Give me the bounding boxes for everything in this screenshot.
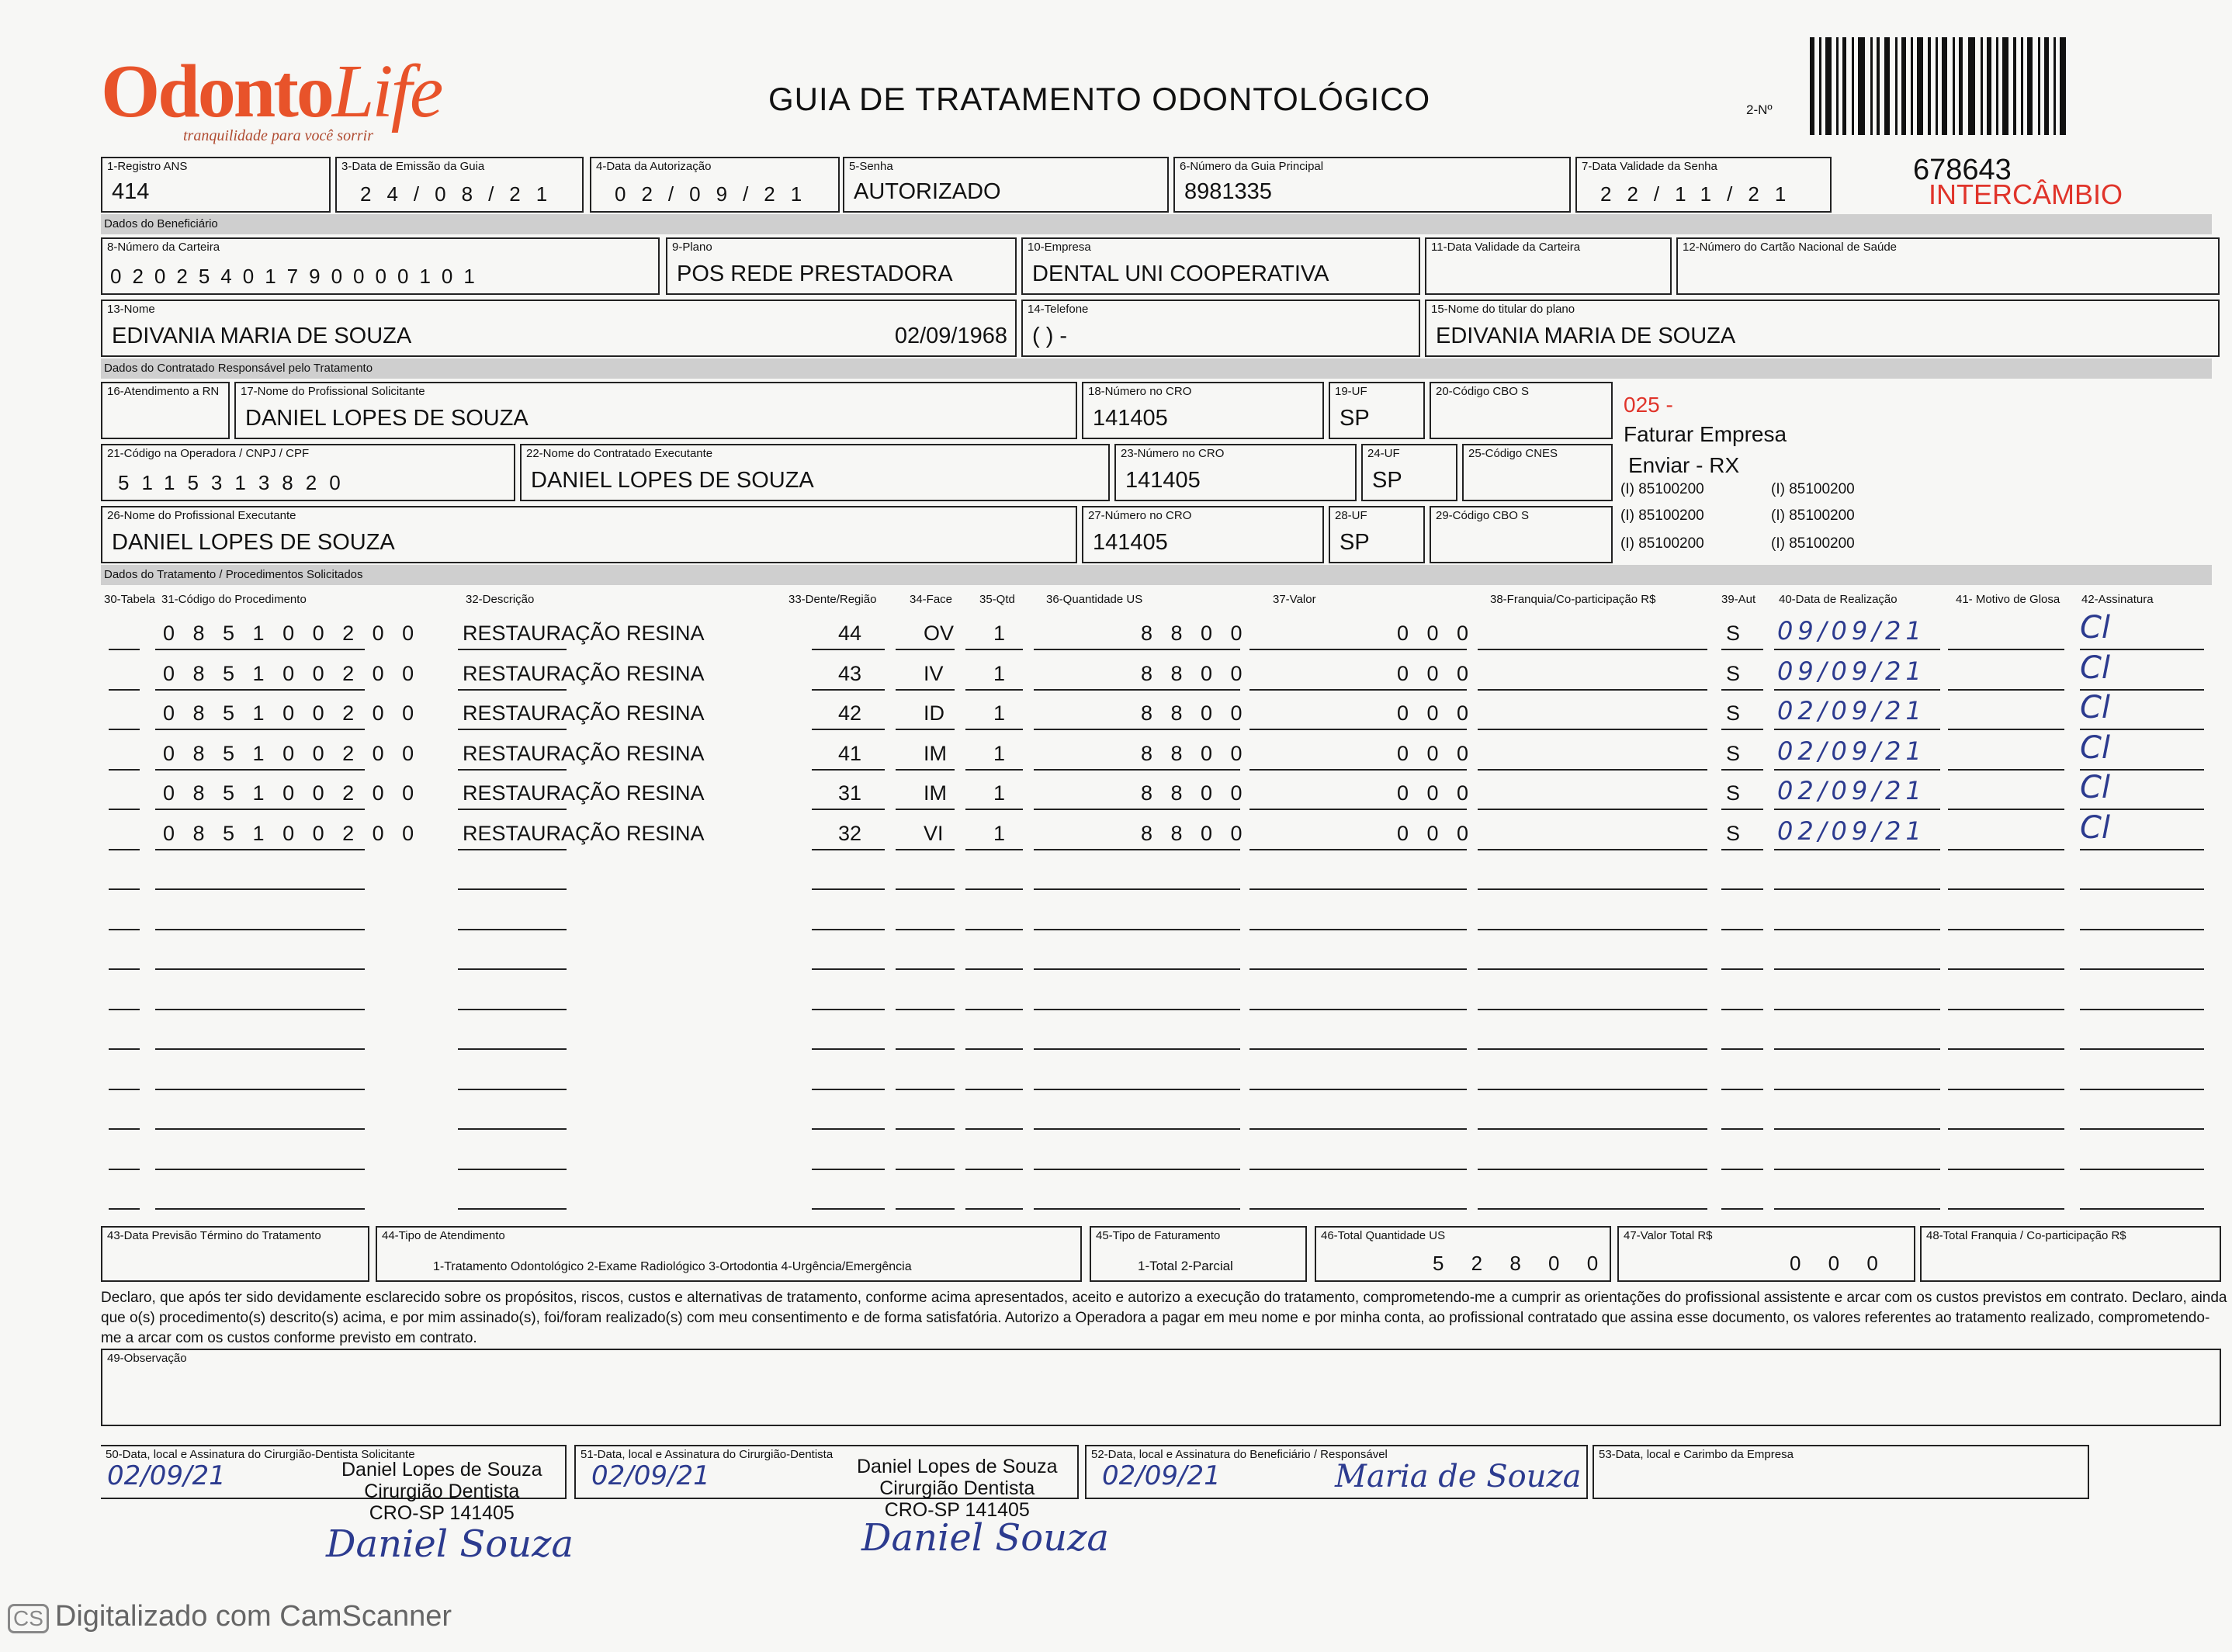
billing-type-field: 45-Tipo de Faturamento 1-Total 2-Parcial bbox=[1090, 1226, 1307, 1282]
cell-code: 0 8 5 1 0 0 2 0 0 bbox=[163, 622, 421, 645]
auth-date-field: 4-Data da Autorização 02/09/21 bbox=[590, 157, 840, 213]
cell-face: OV bbox=[924, 622, 955, 645]
section-contracted: Dados do Contratado Responsável pelo Tratamento bbox=[101, 358, 2212, 379]
cro-23-field: 23-Número no CRO 141405 bbox=[1114, 444, 1357, 501]
executing-contracted-field: 22-Nome do Contratado Executante DANIEL LOPES DE SOUZA bbox=[520, 444, 1110, 501]
cell-date: 02/09/21 bbox=[1777, 776, 1926, 805]
cell-description: RESTAURAÇÃO RESINA bbox=[463, 622, 705, 645]
cell-signature: Cl bbox=[2080, 770, 2111, 805]
cell-aut: S bbox=[1726, 741, 1741, 765]
table-row bbox=[109, 1094, 2204, 1133]
total-us-field: 46-Total Quantidade US 5 2 8 0 0 bbox=[1315, 1226, 1611, 1282]
company-field: 10-Empresa DENTAL UNI COOPERATIVA bbox=[1021, 237, 1420, 295]
cro-18-field: 18-Número no CRO 141405 bbox=[1082, 382, 1324, 439]
column-header: 39-Aut bbox=[1721, 593, 1756, 606]
cell-face: IM bbox=[924, 781, 947, 805]
scanner-watermark: CS Digitalizado com CamScanner bbox=[8, 1600, 452, 1633]
plan-field: 9-Plano POS REDE PRESTADORA bbox=[666, 237, 1017, 295]
total-value-field: 47-Valor Total R$ 0 0 0 bbox=[1617, 1226, 1915, 1282]
cnpj-field: 21-Código na Operadora / CNPJ / CPF 5115313820 bbox=[101, 444, 515, 501]
attendance-type-field: 44-Tipo de Atendimento 1-Tratamento Odontológico 2-Exame Radiológico 3-Ortodontia 4-Urgência/Emergência bbox=[376, 1226, 1082, 1282]
end-forecast-field: 43-Data Previsão Término do Tratamento bbox=[101, 1226, 369, 1282]
side-item: (I) 85100200 bbox=[1771, 481, 1855, 497]
cell-aut: S bbox=[1726, 781, 1741, 805]
table-row bbox=[109, 1134, 2204, 1173]
cell-us: 8 8 0 0 bbox=[1141, 622, 1249, 645]
dentist-stamp: Daniel Lopes de Souza Cirurgião Dentista CRO-SP 141405 bbox=[857, 1456, 1058, 1521]
sig-52-field: 52-Data, local e Assinatura do Beneficiário / Responsável 02/09/21 bbox=[1085, 1445, 1588, 1499]
guide-number-label: 2-Nº bbox=[1746, 102, 1773, 117]
observation-field: 49-Observação bbox=[101, 1349, 2221, 1426]
cell-date: 09/09/21 bbox=[1777, 656, 1926, 686]
cell-face: IV bbox=[924, 661, 944, 685]
cell-code: 0 8 5 1 0 0 2 0 0 bbox=[163, 781, 421, 805]
cell-signature: Cl bbox=[2080, 690, 2111, 726]
side-item: (I) 85100200 bbox=[1620, 481, 1704, 497]
cell-face: VI bbox=[924, 821, 944, 845]
cell-date: 02/09/21 bbox=[1777, 696, 1926, 726]
cell-description: RESTAURAÇÃO RESINA bbox=[463, 781, 705, 805]
column-header: 32-Descrição bbox=[466, 593, 535, 606]
cell-aut: S bbox=[1726, 701, 1741, 725]
table-row bbox=[109, 1174, 2204, 1213]
cell-aut: S bbox=[1726, 661, 1741, 685]
cell-qty: 1 bbox=[993, 741, 1006, 765]
guide-number: 678643 bbox=[1913, 154, 2012, 186]
cell-date: 09/09/21 bbox=[1777, 616, 1926, 646]
sig-51-field: 51-Data, local e Assinatura do Cirurgião-Dentista 02/09/21 bbox=[574, 1445, 1079, 1499]
barcode bbox=[1810, 37, 2071, 135]
phone-field: 14-Telefone ( ) - bbox=[1021, 300, 1420, 357]
column-header: 33-Dente/Região bbox=[788, 593, 877, 606]
column-header: 42-Assinatura bbox=[2081, 593, 2154, 606]
total-franchise-field: 48-Total Franquia / Co-participação R$ bbox=[1920, 1226, 2221, 1282]
cell-qty: 1 bbox=[993, 622, 1006, 645]
cell-value: 0 0 0 bbox=[1397, 821, 1475, 845]
cell-description: RESTAURAÇÃO RESINA bbox=[463, 661, 705, 685]
cell-us: 8 8 0 0 bbox=[1141, 701, 1249, 725]
table-row bbox=[109, 649, 2204, 694]
side-bill: Faturar Empresa bbox=[1624, 422, 1787, 446]
side-item: (I) 85100200 bbox=[1620, 507, 1704, 524]
table-row bbox=[109, 729, 2204, 774]
dentist-signature: Daniel Souza bbox=[326, 1522, 574, 1566]
uf-19-field: 19-UF SP bbox=[1329, 382, 1425, 439]
consent-text: Declaro, que após ter sido devidamente esclarecido sobre os propósitos, riscos, custos e alternativas de tratamento, conforme acima apresentados, aceito e autorizo a execução do tratamento, comprometendo-me a cumprir as orientações do profissional assistente e arcar com os custos previstos em contrato. Declaro, ainda que o(s) procedimento(s) descrito(s) acima, e por mim assinado(s), foi/foram realizado(s) com meu consentimento e de forma satisfatória. Autorizo a Operadora a pagar em meu nome e por minha conta, ao profissional contratado que assina esse documento, os valores referentes ao tratamento realizado, comprometendo-me a arcar com os custos conforme previsto em contrato. bbox=[101, 1290, 2227, 1346]
cell-value: 0 0 0 bbox=[1397, 781, 1475, 805]
page-title: GUIA DE TRATAMENTO ODONTOLÓGICO bbox=[768, 81, 1431, 117]
table-row bbox=[109, 1014, 2204, 1053]
dentist-stamp: Daniel Lopes de Souza Cirurgião Dentista CRO-SP 141405 bbox=[341, 1459, 542, 1524]
cell-code: 0 8 5 1 0 0 2 0 0 bbox=[163, 741, 421, 765]
cell-signature: Cl bbox=[2080, 809, 2111, 846]
cell-code: 0 8 5 1 0 0 2 0 0 bbox=[163, 821, 421, 845]
sig-53-field: 53-Data, local e Carimbo da Empresa bbox=[1593, 1445, 2089, 1499]
cell-aut: S bbox=[1726, 821, 1741, 845]
dentist-signature: Daniel Souza bbox=[861, 1516, 1109, 1560]
issue-date-field: 3-Data de Emissão da Guia 24/08/21 bbox=[335, 157, 584, 213]
table-row bbox=[109, 1055, 2204, 1093]
cell-description: RESTAURAÇÃO RESINA bbox=[463, 821, 705, 845]
table-row bbox=[109, 690, 2204, 733]
cell-code: 0 8 5 1 0 0 2 0 0 bbox=[163, 701, 421, 725]
table-row bbox=[109, 770, 2204, 813]
password-field: 5-Senha AUTORIZADO bbox=[843, 157, 1169, 213]
cell-date: 02/09/21 bbox=[1777, 816, 1926, 846]
cell-signature: Cl bbox=[2080, 610, 2111, 646]
cro-27-field: 27-Número no CRO 141405 bbox=[1082, 506, 1324, 563]
patient-signature: Maria de Souza bbox=[1335, 1459, 1582, 1494]
birth-date: 02/09/1968 bbox=[894, 324, 1007, 348]
cell-tooth: 43 bbox=[838, 661, 862, 685]
cell-tooth: 32 bbox=[838, 821, 862, 845]
requesting-professional-field: 17-Nome do Profissional Solicitante DANIEL LOPES DE SOUZA bbox=[234, 382, 1077, 439]
cell-us: 8 8 0 0 bbox=[1141, 661, 1249, 685]
table-row bbox=[109, 975, 2204, 1013]
cell-value: 0 0 0 bbox=[1397, 741, 1475, 765]
ans-field: 1-Registro ANS 414 bbox=[101, 157, 331, 213]
column-header: 34-Face bbox=[910, 593, 953, 606]
column-header: 35-Qtd bbox=[979, 593, 1015, 606]
column-header: 40-Data de Realização bbox=[1779, 593, 1898, 606]
table-row bbox=[109, 809, 2204, 854]
cell-signature: Cl bbox=[2080, 729, 2111, 766]
uf-24-field: 24-UF SP bbox=[1361, 444, 1457, 501]
side-item: (I) 85100200 bbox=[1620, 535, 1704, 552]
table-row bbox=[109, 610, 2204, 653]
section-treatment: Dados do Tratamento / Procedimentos Solicitados bbox=[101, 565, 2212, 585]
cell-qty: 1 bbox=[993, 701, 1006, 725]
cell-qty: 1 bbox=[993, 661, 1006, 685]
column-header: 37-Valor bbox=[1273, 593, 1316, 606]
main-guide-field: 6-Número da Guia Principal 8981335 bbox=[1173, 157, 1571, 213]
cell-us: 8 8 0 0 bbox=[1141, 781, 1249, 805]
cnes-field: 25-Código CNES bbox=[1462, 444, 1613, 501]
cell-tooth: 42 bbox=[838, 701, 862, 725]
table-row bbox=[109, 895, 2204, 933]
cell-description: RESTAURAÇÃO RESINA bbox=[463, 701, 705, 725]
card-number-field: 8-Número da Carteira 02025401790000101 bbox=[101, 237, 660, 295]
table-row bbox=[109, 934, 2204, 973]
cell-value: 0 0 0 bbox=[1397, 701, 1475, 725]
cbo-20-field: 20-Código CBO S bbox=[1430, 382, 1613, 439]
column-header: 31-Código do Procedimento bbox=[161, 593, 307, 606]
cell-face: IM bbox=[924, 741, 947, 765]
cell-aut: S bbox=[1726, 622, 1741, 645]
interchange-stamp: INTERCÂMBIO bbox=[1929, 178, 2123, 210]
cell-value: 0 0 0 bbox=[1397, 622, 1475, 645]
cell-qty: 1 bbox=[993, 781, 1006, 805]
national-card-field: 12-Número do Cartão Nacional de Saúde bbox=[1676, 237, 2220, 295]
holder-name-field: 15-Nome do titular do plano EDIVANIA MARIA DE SOUZA bbox=[1425, 300, 2220, 357]
executing-professional-field: 26-Nome do Profissional Executante DANIEL LOPES DE SOUZA bbox=[101, 506, 1077, 563]
beneficiary-name-field: 13-Nome EDIVANIA MARIA DE SOUZA 02/09/1968 bbox=[101, 300, 1017, 357]
odontolife-logo: OdontoLife bbox=[101, 50, 442, 133]
cell-us: 8 8 0 0 bbox=[1141, 741, 1249, 765]
side-send: Enviar - RX bbox=[1628, 453, 1740, 477]
side-item: (I) 85100200 bbox=[1771, 535, 1855, 552]
side-code: 025 - bbox=[1624, 393, 1673, 417]
card-validity-field: 11-Data Validade da Carteira bbox=[1425, 237, 1672, 295]
cell-description: RESTAURAÇÃO RESINA bbox=[463, 741, 705, 765]
cell-tooth: 31 bbox=[838, 781, 862, 805]
column-header: 41- Motivo de Glosa bbox=[1956, 593, 2060, 606]
logo-tagline: tranquilidade para você sorrir bbox=[183, 127, 373, 144]
cell-value: 0 0 0 bbox=[1397, 661, 1475, 685]
section-beneficiary: Dados do Beneficiário bbox=[101, 214, 2212, 234]
uf-28-field: 28-UF SP bbox=[1329, 506, 1425, 563]
table-row bbox=[109, 854, 2204, 893]
cell-tooth: 41 bbox=[838, 741, 862, 765]
cell-date: 02/09/21 bbox=[1777, 736, 1926, 766]
attendance-rn-field: 16-Atendimento a RN bbox=[101, 382, 230, 439]
side-item: (I) 85100200 bbox=[1771, 507, 1855, 524]
column-header: 36-Quantidade US bbox=[1046, 593, 1143, 606]
cell-face: ID bbox=[924, 701, 944, 725]
cell-us: 8 8 0 0 bbox=[1141, 821, 1249, 845]
column-header: 30-Tabela bbox=[104, 593, 155, 606]
cell-signature: Cl bbox=[2080, 649, 2111, 686]
cell-tooth: 44 bbox=[838, 622, 862, 645]
cbo-29-field: 29-Código CBO S bbox=[1430, 506, 1613, 563]
password-validity-field: 7-Data Validade da Senha 22/11/21 bbox=[1575, 157, 1832, 213]
cell-qty: 1 bbox=[993, 821, 1006, 845]
camscanner-icon: CS bbox=[8, 1604, 49, 1633]
cell-code: 0 8 5 1 0 0 2 0 0 bbox=[163, 661, 421, 685]
sig-50-field: 50-Data, local e Assinatura do Cirurgião-Dentista Solicitante 02/09/21 bbox=[101, 1445, 567, 1499]
column-header: 38-Franquia/Co-participação R$ bbox=[1490, 593, 1656, 606]
